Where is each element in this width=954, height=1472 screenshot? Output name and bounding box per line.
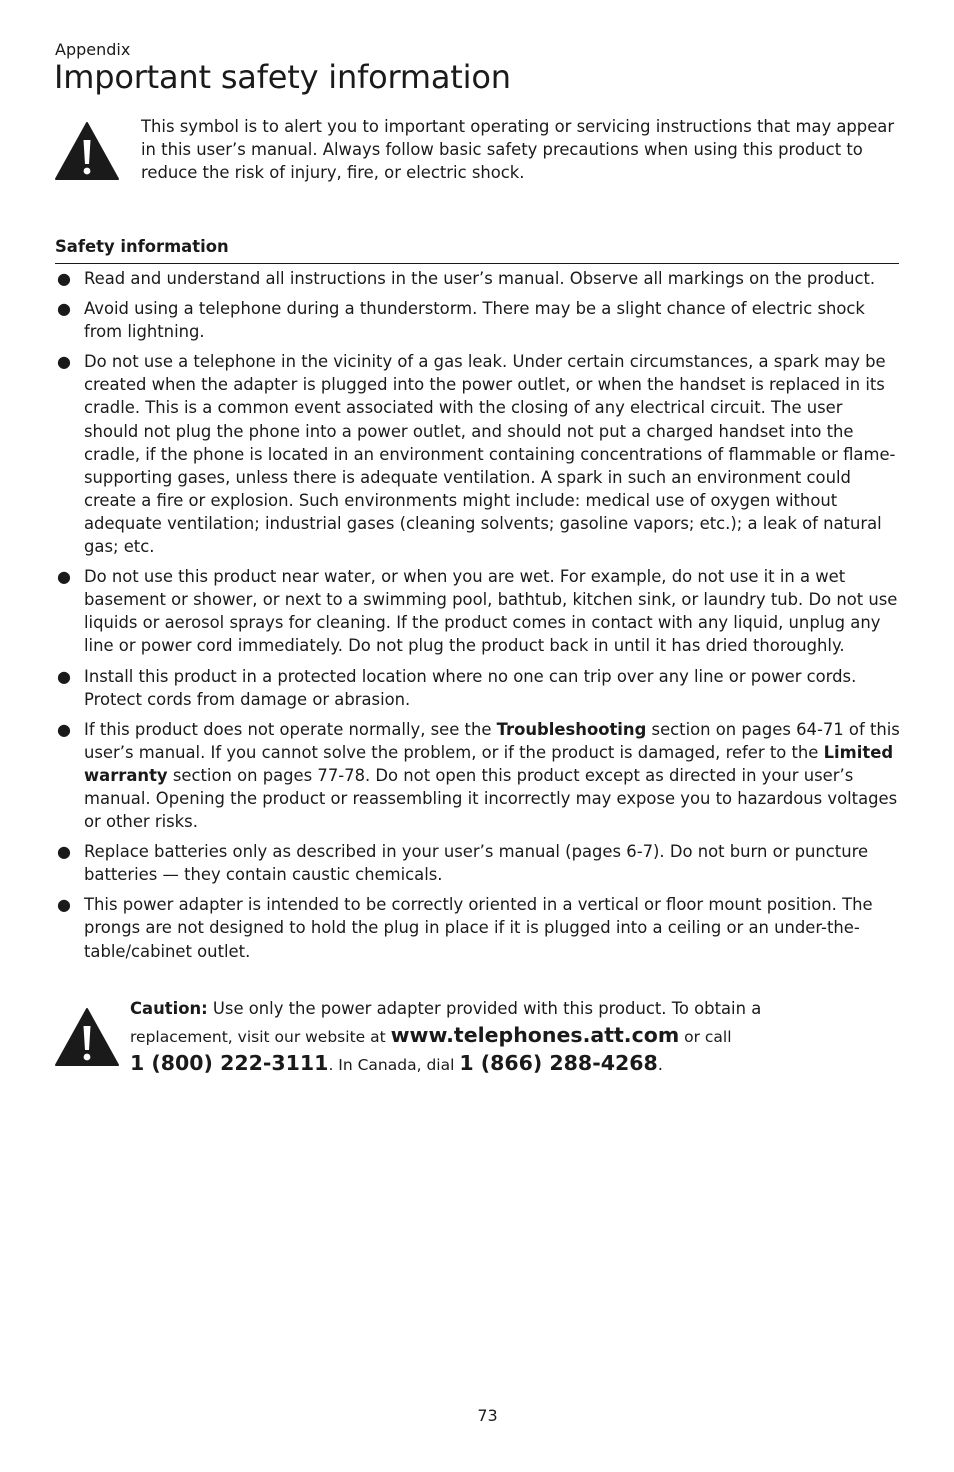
- bullet-icon: ●: [57, 269, 71, 288]
- list-item: [55, 840, 901, 886]
- list-item-text: Do not use a telephone in the vicinity of a gas leak. Under certain circumstances, a spark may be created when the adapter is plugged into the power outlet, or when the handset is replaced in its cradle. This is a common event associated with the closing of any electrical circuit. The user should not plug the phone into a power outlet, and should not put a charged handset into the cradle, if the phone is located in an environment containing concentrations of flammable or flame-supporting gases, unless there is adequate ventilation. A spark in such an environment could create a fire or explosion. Such environments might include: medical use of oxygen without adequate ventilation; industrial gases (cleaning solvents; gasoline vapors; etc.); a leak of natural gas; etc.: [84, 352, 896, 557]
- page-number: 73: [477, 1406, 498, 1425]
- text-run: replacement, visit our website at: [130, 1028, 391, 1046]
- warning-triangle-icon: [54, 1007, 120, 1067]
- list-item-text: Replace batteries only as described in your user’s manual (pages 6-7). Do not burn or puncture batteries — they contain caustic chemicals.: [84, 842, 869, 885]
- bullet-icon: ●: [57, 895, 71, 915]
- bullet-icon: ●: [57, 299, 71, 319]
- warning-triangle-icon: [54, 121, 120, 181]
- limited-warranty-ref: Limited warranty: [84, 742, 894, 785]
- safety-heading: Safety information: [55, 237, 229, 256]
- text-run: or call: [679, 1028, 732, 1046]
- list-item-text: Do not use this product near water, or when you are wet. For example, do not use it in a wet basement or shower, or next to a swimming pool, bathtub, kitchen sink, or laundry tub. Do not use liquids or aerosol sprays for cleaning. If the product comes in contact with any liquid, unplug any line or power cord immediately. Do not plug the product back in until it has dried thoroughly.: [84, 567, 898, 656]
- list-item-text: This power adapter is intended to be correctly oriented in a vertical or floor mount position. The prongs are not designed to hold the plug in place if it is plugged into a ceiling or an under-the-table/cabinet outlet.: [84, 895, 873, 961]
- list-item: [55, 267, 901, 290]
- phone-us: 1 (800) 222-3111: [130, 1051, 329, 1075]
- safety-list: [55, 267, 901, 970]
- caution-note: [130, 996, 850, 1078]
- list-item-text: Read and understand all instructions in the user’s manual. Observe all markings on the product.: [84, 269, 876, 288]
- text-run: section on pages 64-71 of this user’s manual. If you cannot solve the problem, or if the product is damaged, refer to the: [84, 719, 900, 762]
- text-run: If this product does not operate normally, see the: [84, 719, 497, 739]
- text-run: Use only the power adapter provided with this product. To obtain a: [207, 999, 762, 1018]
- heading-rule: [55, 263, 899, 264]
- list-item-text: Avoid using a telephone during a thunderstorm. There may be a slight chance of electric shock from lightning.: [84, 299, 865, 342]
- page-title: Important safety information: [54, 58, 511, 96]
- list-item: [55, 665, 901, 711]
- bullet-icon: ●: [57, 567, 71, 587]
- bullet-icon: ●: [57, 719, 71, 739]
- list-item: [55, 297, 901, 343]
- bullet-icon: ●: [57, 842, 71, 862]
- list-item: [55, 718, 901, 833]
- bullet-icon: ●: [57, 352, 71, 372]
- phone-canada: 1 (866) 288-4268: [459, 1051, 658, 1075]
- section-label: Appendix: [55, 40, 131, 59]
- list-item-text: [84, 720, 900, 831]
- bullet-icon: ●: [57, 666, 71, 686]
- list-item-text: Install this product in a protected location where no one can trip over any line or power cords. Protect cords from damage or abrasion.: [84, 666, 857, 709]
- list-item: [55, 893, 901, 962]
- troubleshooting-ref: Troubleshooting: [496, 719, 647, 739]
- text-run: .: [657, 1055, 663, 1074]
- text-run: . In Canada, dial: [328, 1056, 460, 1074]
- website-link[interactable]: www.telephones.att.com: [390, 1023, 680, 1047]
- list-item: [55, 565, 901, 657]
- text-run: section on pages 77-78. Do not open this product except as directed in your user’s manual. Opening the product or reassembling it incorrectly may expose you to hazardous voltages or other risks.: [84, 765, 898, 832]
- intro-text: This symbol is to alert you to important operating or servicing instructions that may appear in this user’s manual. Always follow basic safety precautions when using this product to reduce the risk of injury, fire, or electric shock.: [141, 117, 895, 182]
- list-item: [55, 350, 901, 558]
- caution-label: Caution:: [130, 999, 208, 1018]
